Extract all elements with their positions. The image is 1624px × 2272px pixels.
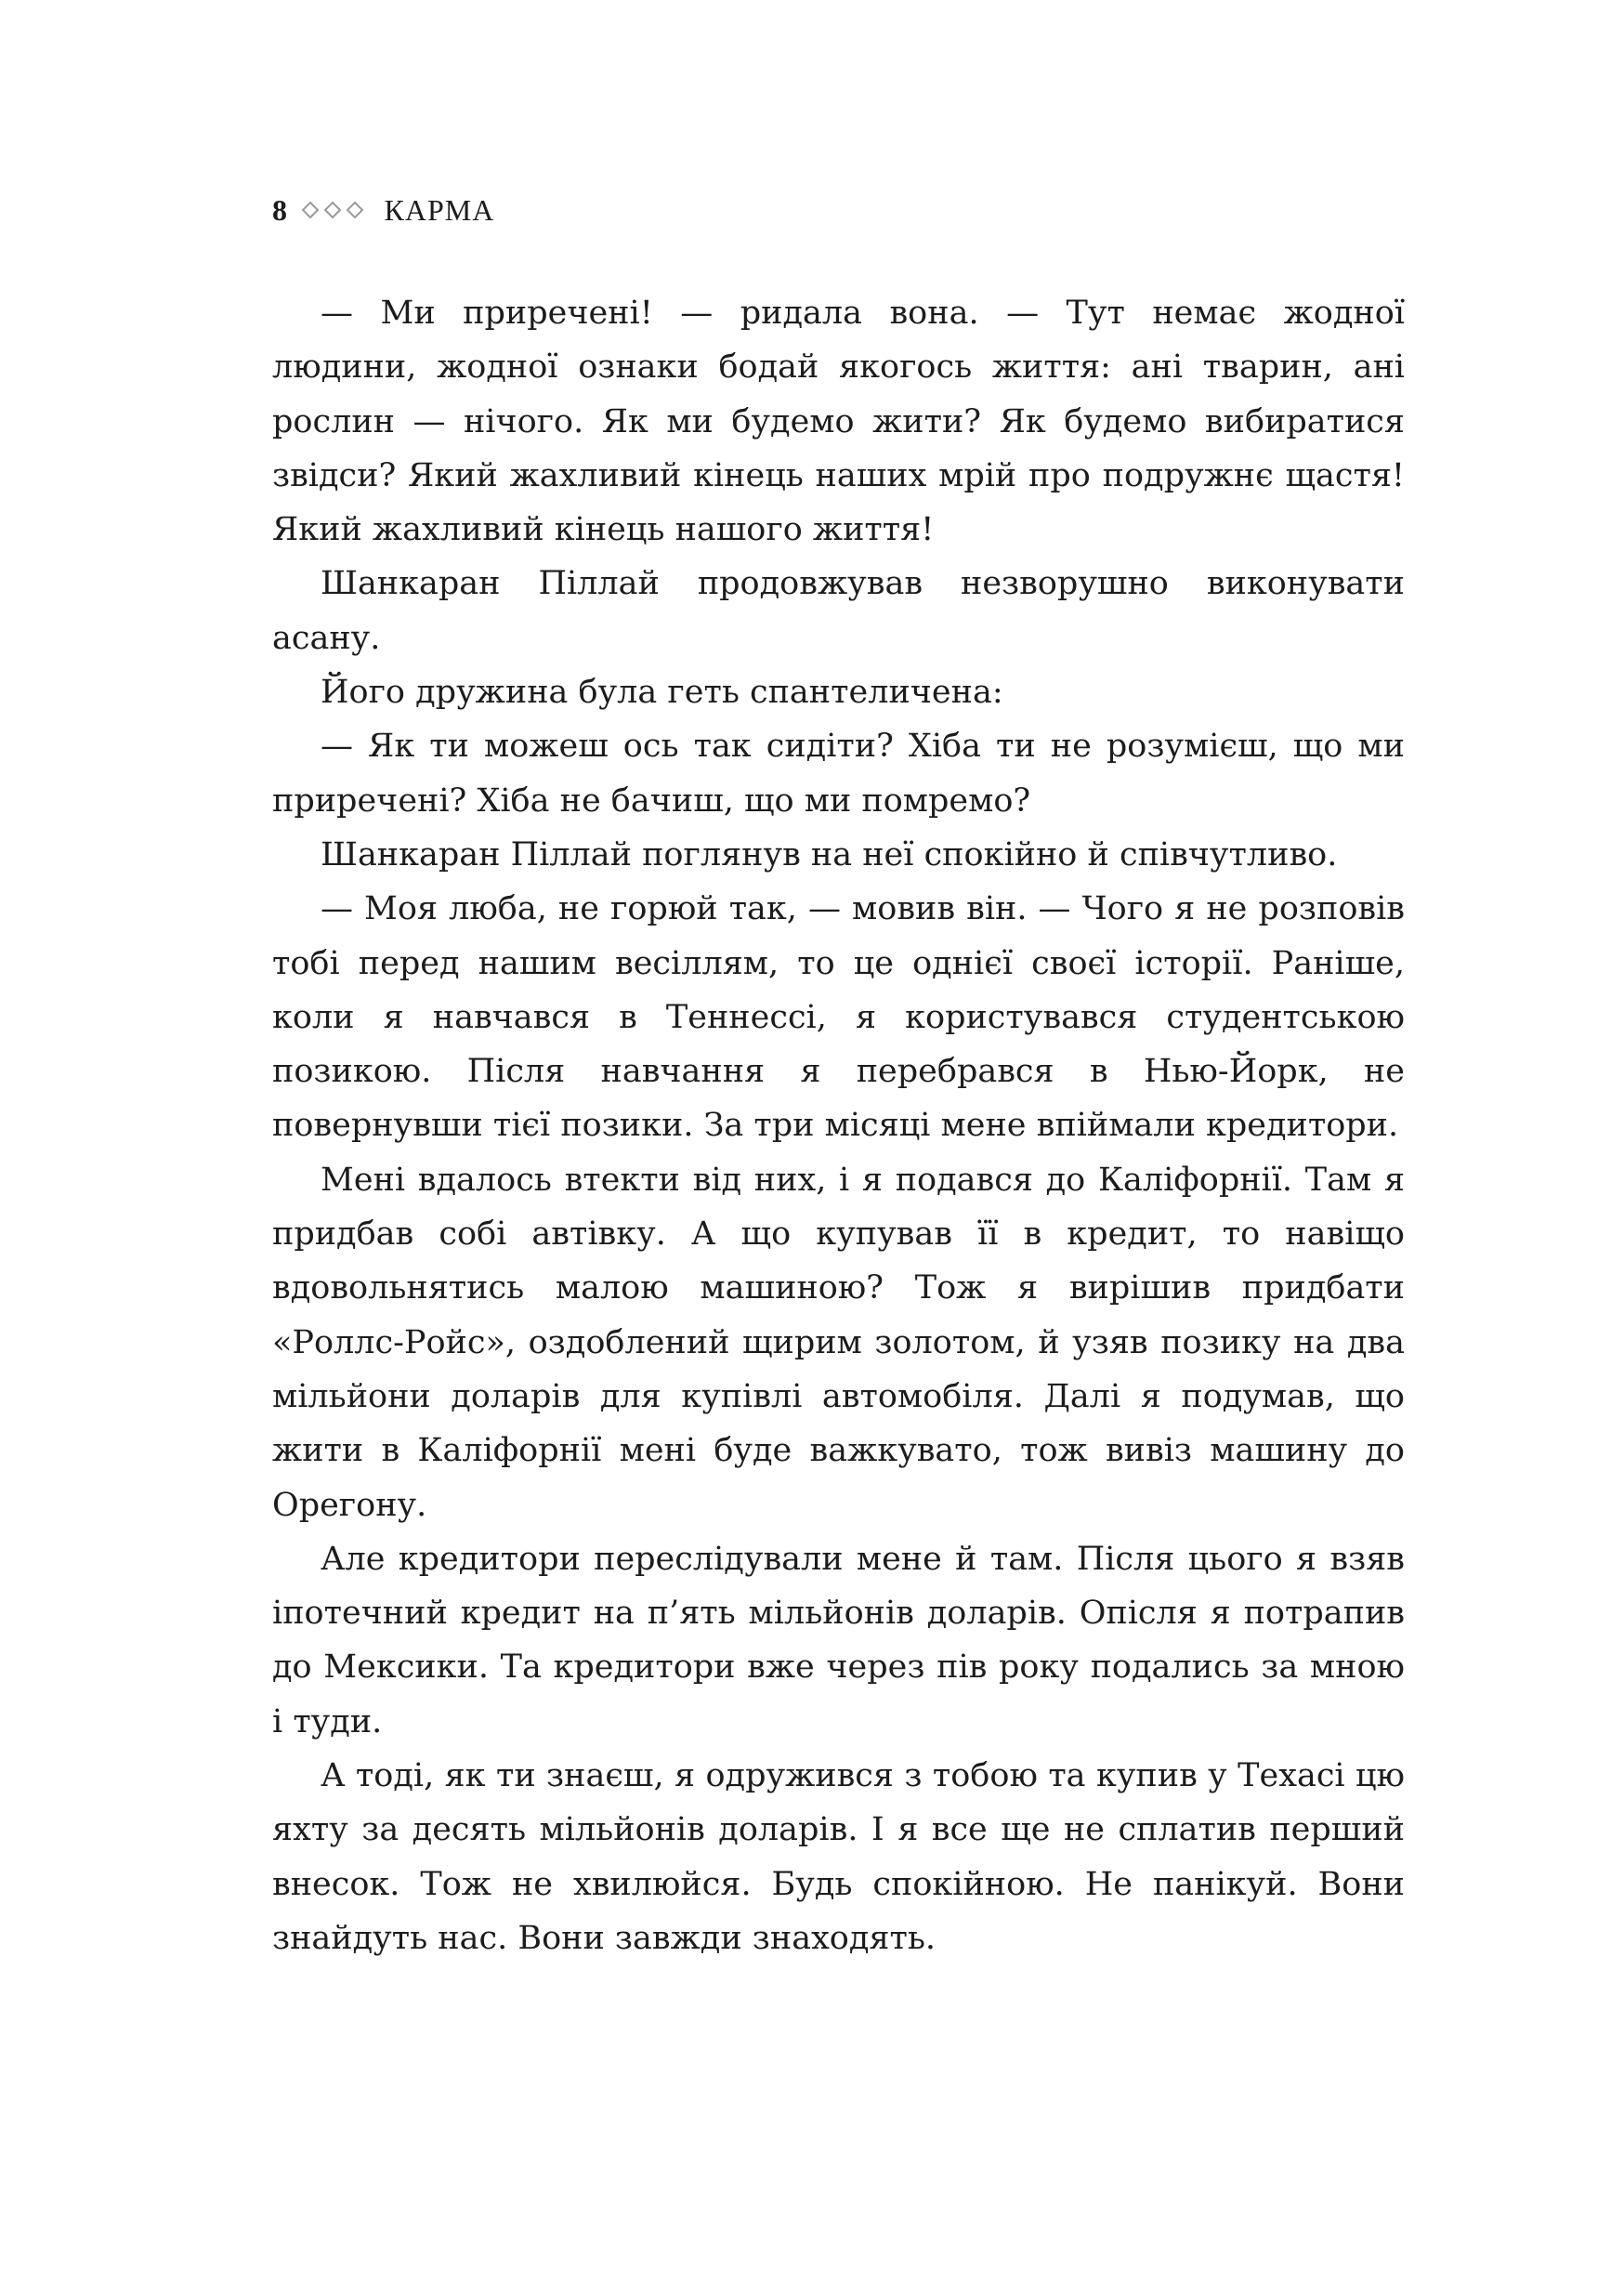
paragraph-4: — Як ти можеш ось так сидіти? Хіба ти не розумієш, що ми приречені? Хіба не бачиш, що ми помремо? bbox=[272, 728, 1405, 820]
paragraph-6: — Моя люба, не горюй так, — мовив він. — Чого я не розповів тобі перед нашим весіллям, то це однієї своєї історії. Раніше, коли я навчався в Теннессі, я користувався студентською позикою. Після навчання я перебрався в Нью-Йорк, не повернувши тієї позики. За три місяці мене впіймали кредитори. bbox=[272, 890, 1405, 1145]
paragraph-8: Але кредитори переслідували мене й там. Після цього я взяв іпотечний кредит на п’ять мільйонів доларів. Опісля я потрапив до Мексики. Та кредитори вже через пів року подались за мною і туди. bbox=[272, 1540, 1405, 1740]
paragraph-1: — Ми приречені! — ридала вона. — Тут немає жодної людини, жодної ознаки бодай якогось життя: ані тварин, ані рослин — нічого. Як ми будемо жити? Як будемо вибиратися звідси? Який жахливий кінець наших мрій про подружнє щастя! Який жахливий кінець нашого життя! bbox=[272, 295, 1405, 549]
page-number: 8 bbox=[272, 192, 288, 227]
paragraph-2: Шанкаран Піллай продовжував незворушно виконувати асану. bbox=[272, 565, 1405, 657]
three-diamonds-ornament-icon bbox=[301, 201, 364, 219]
paragraph-9: А тоді, як ти знаєш, я одружився з тобою та купив у Техасі цю яхту за десять мільйонів доларів. І я все ще не сплатив перший внесок. Тож не хвилюйся. Будь спокійною. Не панікуй. Вони знайдуть нас. Вони завжди знаходять. bbox=[272, 1757, 1405, 1957]
paragraph-5: Шанкаран Піллай поглянув на неї спокійно й співчутливо. bbox=[321, 835, 1338, 873]
paragraph-3: Його дружина була геть спантеличена: bbox=[321, 674, 1003, 712]
paragraph-7: Мені вдалось втекти від них, і я подався до Каліфорнії. Там я придбав собі автівку. А що купував її в кредит, то навіщо вдовольнятись малою машиною? Тож я вирішив придбати «Роллс-Ройс», оздоблений щирим золотом, й узяв позику на два мільйони доларів для купівлі автомобіля. Далі я подумав, що жити в Каліфорнії мені буде важкувато, тож вивіз машину до Орегону. bbox=[272, 1161, 1405, 1524]
running-head bbox=[272, 184, 494, 236]
body-text bbox=[272, 286, 1405, 1965]
chapter-title: КАРМА bbox=[384, 192, 495, 227]
